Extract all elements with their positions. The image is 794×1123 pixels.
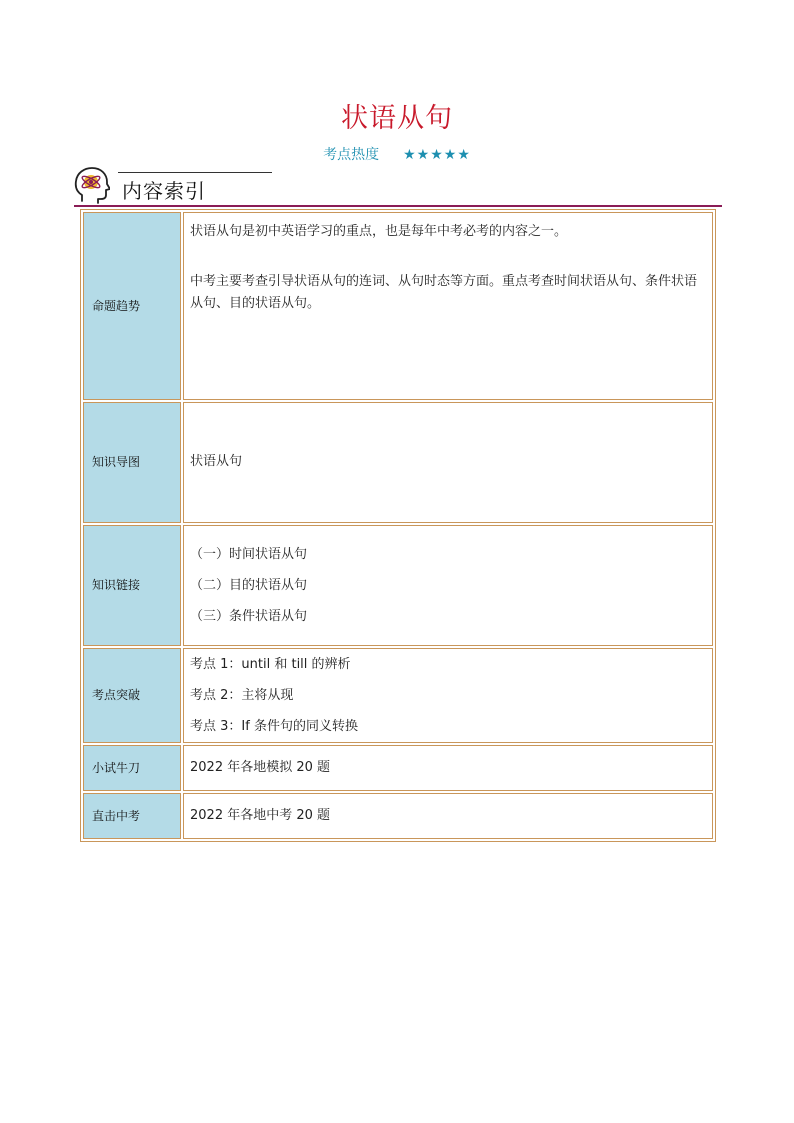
row-content (183, 525, 713, 646)
table-row (83, 793, 713, 839)
row-label: 小试牛刀 (83, 745, 181, 791)
trend-paragraph: 状语从句是初中英语学习的重点，也是每年中考必考的内容之一。 (190, 224, 568, 239)
list-item: （三）条件状语从句 (190, 609, 308, 624)
row-label: 知识链接 (83, 525, 181, 646)
table-row (83, 648, 713, 743)
heat-stars: ★★★★★ (403, 147, 471, 163)
heat-rating (0, 144, 794, 164)
content-index-table (80, 209, 716, 842)
row-label: 知识导图 (83, 402, 181, 523)
table-row (83, 525, 713, 646)
list-item: 考点 3：If 条件句的同义转换 (190, 719, 358, 734)
list-item: （二）目的状语从句 (190, 578, 308, 593)
table-row (83, 745, 713, 791)
table-row (83, 402, 713, 523)
table-row (83, 212, 713, 400)
row-content: 状语从句 (183, 402, 713, 523)
row-label: 直击中考 (83, 793, 181, 839)
head-brain-icon (74, 167, 110, 205)
row-label: 考点突破 (83, 648, 181, 743)
list-item: 考点 1：until 和 till 的辨析 (190, 657, 351, 672)
row-label: 命题趋势 (83, 212, 181, 400)
row-content (183, 648, 713, 743)
row-content: 2022 年各地中考 20 题 (183, 793, 713, 839)
header-divider (74, 205, 722, 207)
list-item: （一）时间状语从句 (190, 547, 308, 562)
section-header (74, 165, 722, 211)
header-top-rule (118, 172, 272, 173)
list-item: 考点 2：主将从现 (190, 688, 294, 703)
heat-label: 考点热度 (323, 147, 380, 163)
page-title: 状语从句 (341, 103, 453, 134)
row-content: 2022 年各地模拟 20 题 (183, 745, 713, 791)
trend-paragraph: 中考主要考查引导状语从句的连词、从句时态等方面。重点考查时间状语从句、条件状语从句、目的状语从句。 (190, 274, 698, 312)
row-content (183, 212, 713, 400)
section-title: 内容索引 (122, 179, 206, 203)
